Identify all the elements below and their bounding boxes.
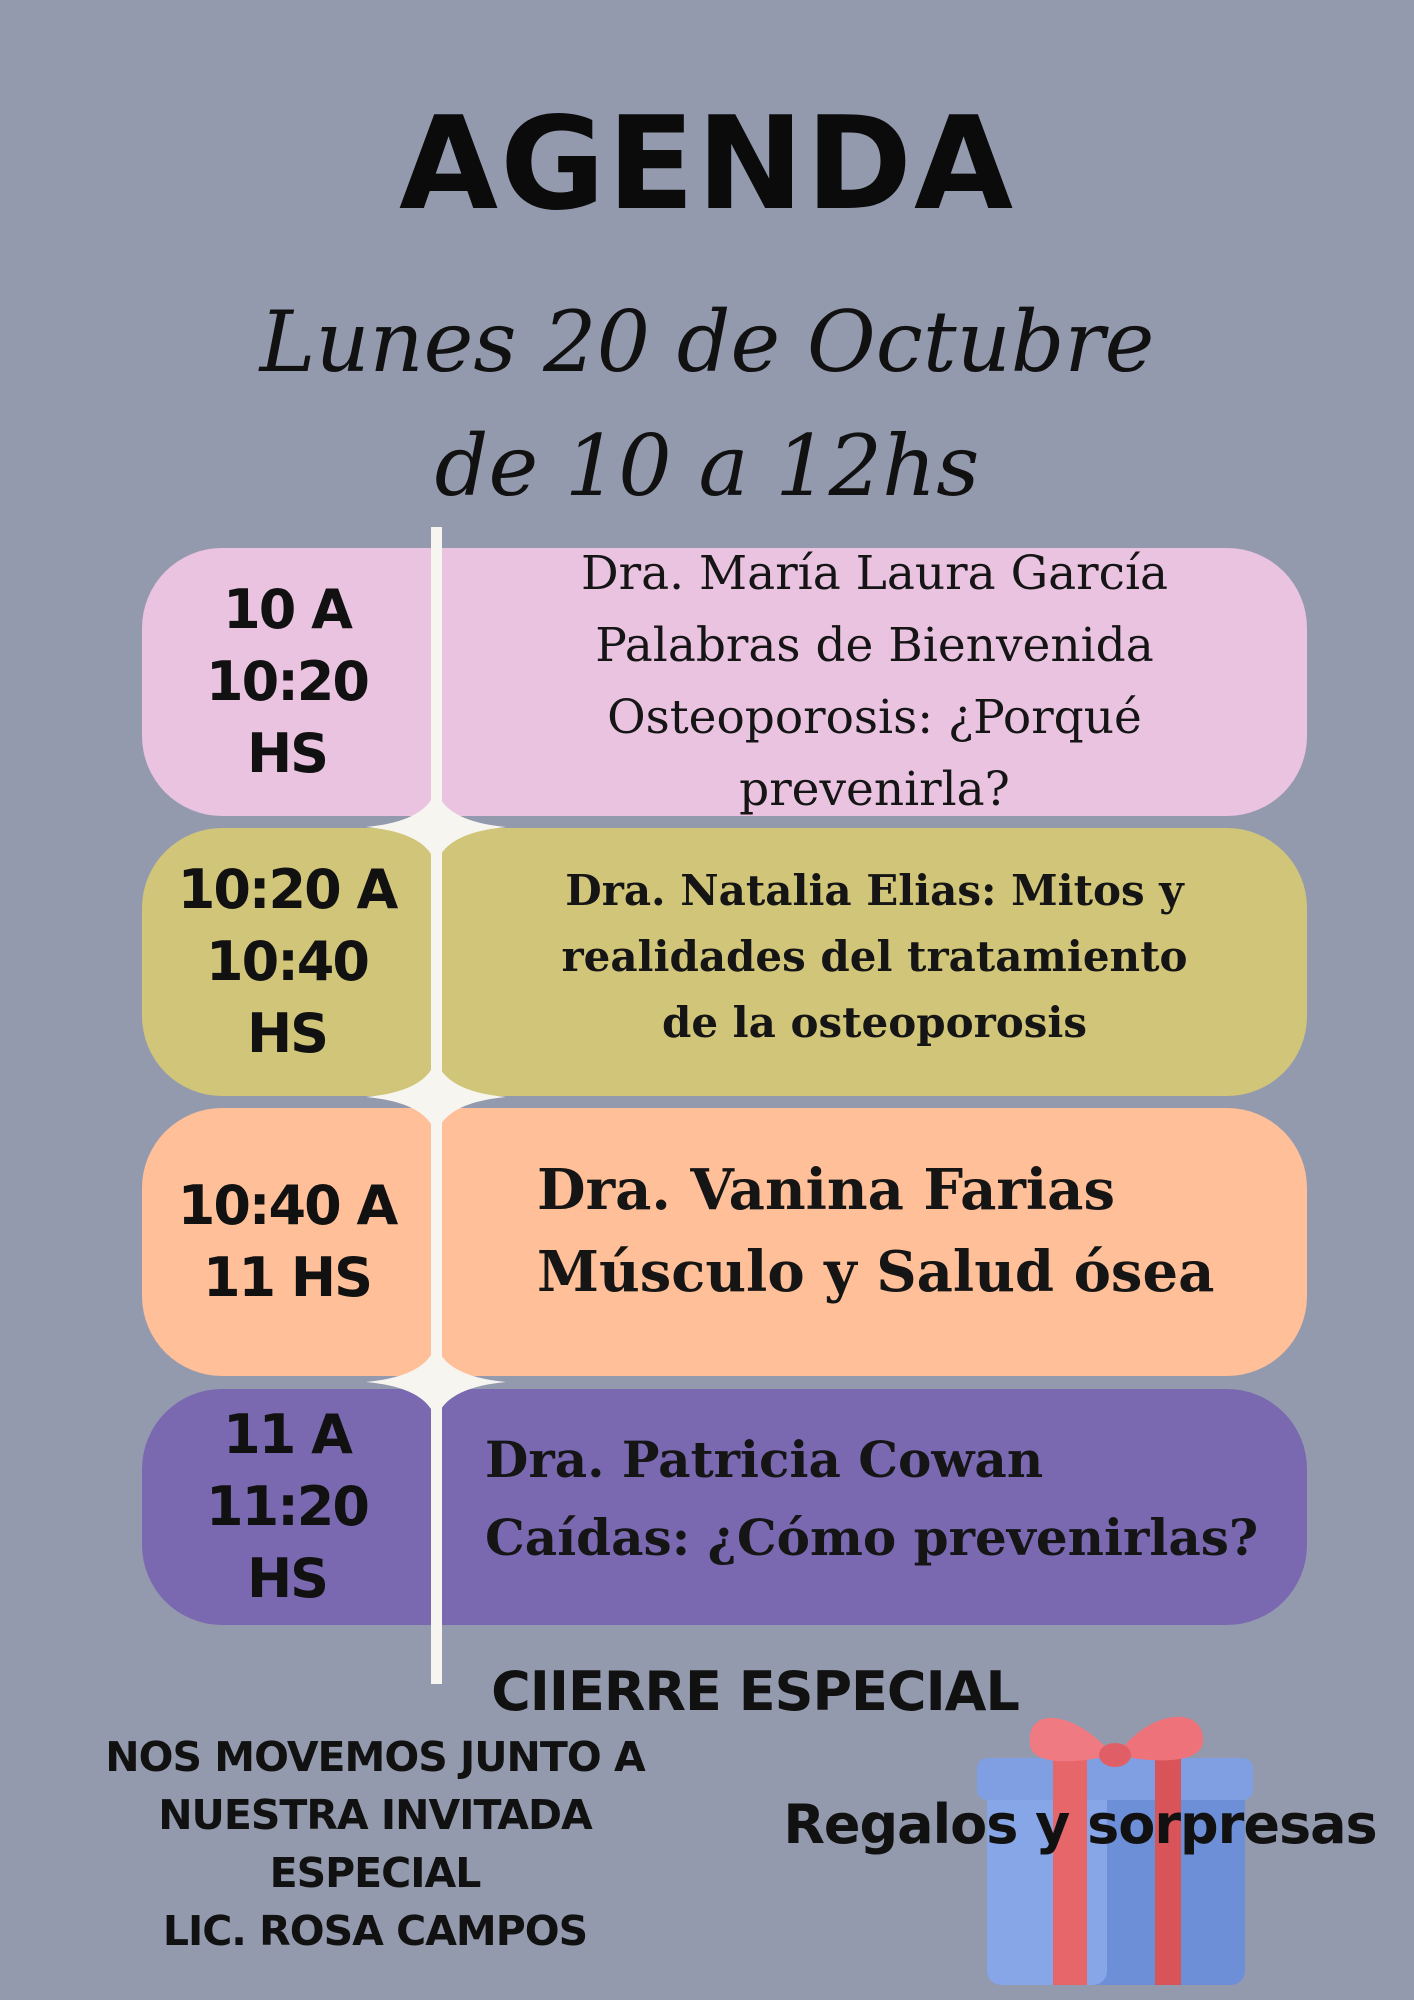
- session-description: Dra. Patricia Cowan Caídas: ¿Cómo prevenirlas?: [485, 1430, 1259, 1567]
- session-time: 10:20 A 10:40 HS: [177, 858, 397, 1065]
- session-row-1: [142, 548, 1307, 816]
- event-date: [0, 280, 1414, 528]
- timeline-sparkle-icon: [366, 1057, 506, 1137]
- closing-guest-text: NOS MOVEMOS JUNTO A NUESTRA INVITADA ESPECIAL LIC. ROSA CAMPOS: [105, 1733, 645, 1955]
- gifts-text: Regalos y sorpresas: [783, 1793, 1377, 1856]
- session-row-4: [142, 1389, 1307, 1625]
- session-time: 10 A 10:20 HS: [206, 578, 368, 785]
- page-title: AGENDA: [399, 90, 1015, 239]
- session-row-3: [142, 1108, 1307, 1376]
- session-description: Dra. Natalia Elias: Mitos y realidades del tratamiento de la osteoporosis: [561, 866, 1188, 1047]
- date-line: Lunes 20 de Octubre: [259, 293, 1155, 391]
- session-time: 10:40 A 11 HS: [177, 1174, 397, 1309]
- session-description: Dra. María Laura García Palabras de Bienvenida Osteoporosis: ¿Porqué prevenirla?: [581, 546, 1168, 817]
- timeline-sparkle-icon: [366, 1342, 506, 1422]
- closing-title: CIIERRE ESPECIAL: [491, 1660, 1019, 1723]
- timeline-sparkle-icon: [366, 787, 506, 867]
- session-time: 11 A 11:20 HS: [206, 1403, 368, 1610]
- time-range-line: de 10 a 12hs: [434, 417, 980, 515]
- session-row-2: [142, 828, 1307, 1096]
- session-description: Dra. Vanina Farias Músculo y Salud ósea: [537, 1157, 1215, 1305]
